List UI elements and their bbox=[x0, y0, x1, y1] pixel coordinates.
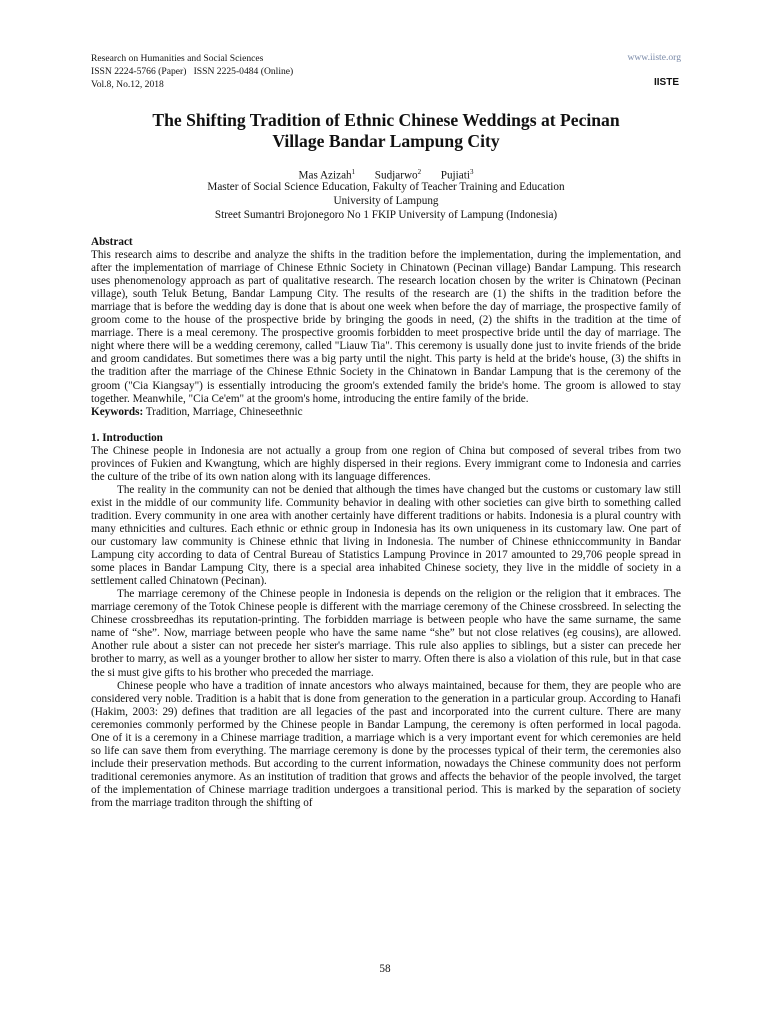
running-header bbox=[91, 52, 681, 91]
author-name: Sudjarwo bbox=[374, 169, 418, 182]
issn-line: ISSN 2224-5766 (Paper) ISSN 2225-0484 (Online) bbox=[91, 66, 294, 77]
keywords-line bbox=[91, 406, 681, 419]
paragraph: The Chinese people in Indonesia are not actually a group from one region of China but composed of several tribes from two provinces of Fukien and Kwangtung, which are highly dispersed in their regions. Every immigrant come to Indonesia and carries the culture of the tribe of its own nation along with its language differences. bbox=[91, 444, 681, 483]
keywords-value: Tradition, Marriage, Chineseethnic bbox=[143, 405, 303, 418]
journal-name: Research on Humanities and Social Sciences bbox=[91, 53, 264, 64]
logo-text: IISTE bbox=[654, 77, 679, 88]
paragraph: The marriage ceremony of the Chinese people in Indonesia is depends on the religion or the religion that it embraces. The marriage ceremony of the Totok Chinese people is different with the marriage ceremony of the Chinese crossbreed. In selecting the Chinese crossbreedhas its reputation-printing. The forbidden marriage is between people who have the same surname, the same name of “she”. Now, marriage between people who have the same name “she” but not close relatives (eg cousins), are allowed. Another rule about a sister can not precede her sister's marriage. This rule also applies to siblings, but a sister can precede her brother to marry, as well as a younger brother to allow her sister to marry. Often there is also a violation of this rule, but in that case the si must give gifts to his brother who preceded the marriage. bbox=[91, 588, 681, 679]
author-name: Mas Azizah bbox=[298, 169, 352, 182]
paragraph: The reality in the community can not be denied that although the times have changed but the customs or customary law still exist in the middle of our community life. Community behavior in dealing with other societies can give birth to something called tradition. Every community in one area with another certainly have different traditions or habits. Indonesia is a plural country with many ethnicities and cultures. Each ethnic or ethnic group in Indonesia has its own uniqueness in its customary law. One part of our customary law community is Chinese ethnic that living in Indonesia. The number of Chinese ethniccommunity in Bandar Lampung city according to data of Central Bureau of Statistics Lampung Province in 2017 amounted to 29,706 people spread in some places in Bandar Lampung City, there is a special area inhabited Chinese society, they live in the middle of society in a settlement called Chinatown (Pecinan). bbox=[91, 483, 681, 588]
affiliation bbox=[91, 180, 681, 222]
title-line-2: Village Bandar Lampung City bbox=[272, 131, 500, 151]
author-sup: 2 bbox=[417, 168, 422, 176]
affiliation-line: Street Sumantri Brojonegoro No 1 FKIP University of Lampung (Indonesia) bbox=[214, 209, 558, 221]
paper-body bbox=[91, 236, 681, 810]
section-heading: 1. Introduction bbox=[91, 431, 163, 444]
author-sup: 3 bbox=[469, 168, 474, 176]
paper-title bbox=[91, 110, 681, 152]
paragraph: Chinese people who have a tradition of innate ancestors who always maintained, because for them, they are people who are considered very noble. Tradition is a habit that is done from generation to the generation in a particular group. According to Hanafi (Hakim, 2003: 29) defines that tradition are all legacies of the past and incorporated into the current culture. There are many ceremonies commonly performed by the Chinese people in Bandar Lampung, the ceremony is often performed in local pagoda. One of it is a ceremony in a Chinese marriage tradition, a marriage which is a very important event for which ceremonies are held so life can save them from everything. The marriage ceremony is done by the processes typical of their term, the ceremonies also include their preservation methods. But according to the current information, nowadays the Chinese community does not perform traditional ceremonies anymore. As an institution of tradition that grows and affects the behavior of the people involved, the target of the implementation of Chinese marriage tradition undergoes a transitional period. This is marked by the separation of society from the marriage traditon through the shifting of bbox=[91, 679, 681, 809]
title-line-1: The Shifting Tradition of Ethnic Chinese Weddings at Pecinan bbox=[152, 110, 620, 130]
keywords-label: Keywords: bbox=[91, 405, 144, 418]
iiste-logo bbox=[654, 70, 679, 90]
journal-url-link[interactable]: www.iiste.org bbox=[627, 52, 681, 63]
volume-line: Vol.8, No.12, 2018 bbox=[91, 79, 164, 90]
author-name: Pujiati bbox=[440, 169, 470, 182]
page-number: 58 bbox=[379, 963, 391, 975]
author-sup: 1 bbox=[351, 168, 356, 176]
affiliation-line: Master of Social Science Education, Fakulty of Teacher Training and Education bbox=[207, 181, 565, 193]
abstract-text: This research aims to describe and analyze the shifts in the tradition before the implementation, during the implementation, and after the implementation of marriage of Chinese Ethnic Society in Chinatown (Pecinan village) Bandar Lampung. This research uses phenomenology approach as part of qualitative research. The research location chosen by the writer is Chinatown (Pecinan village), south Teluk Betung, Bandar Lampung City. The results of the research are (1) the shifts in the tradition before the marriage that is before the wedding day is done that is about one week when before the day of marriage, the prospective family of groom come to the house of the prospective bride by bringing the goods in need, (2) the shifts in the tradition at the time of marriage. There is a meal ceremony. The prospective groomis forbidden to meet prospective bride until the day of marriage. The night where there will be a wedding ceremony, called "Liauw Tia". This ceremony is usually done just to invite friends of the bride and groom candidates. But sometimes there was a big party until the night. This party is held at the bride's house, (3) the shifts in the tradition after the marriage of the Chinese Ethnic Society in the Chinatown in Bandar Lampung that is the ceremony of the groom ("Cia Kiangsay") is essentially introducing the groom's extended family the bride's home. The groom is allowed to stay together. Meanwhile, "Cia Ce'em" at the groom's home, introducing the entire family of the bride. bbox=[91, 249, 681, 405]
abstract-heading: Abstract bbox=[91, 236, 133, 248]
affiliation-line: University of Lampung bbox=[333, 195, 439, 207]
